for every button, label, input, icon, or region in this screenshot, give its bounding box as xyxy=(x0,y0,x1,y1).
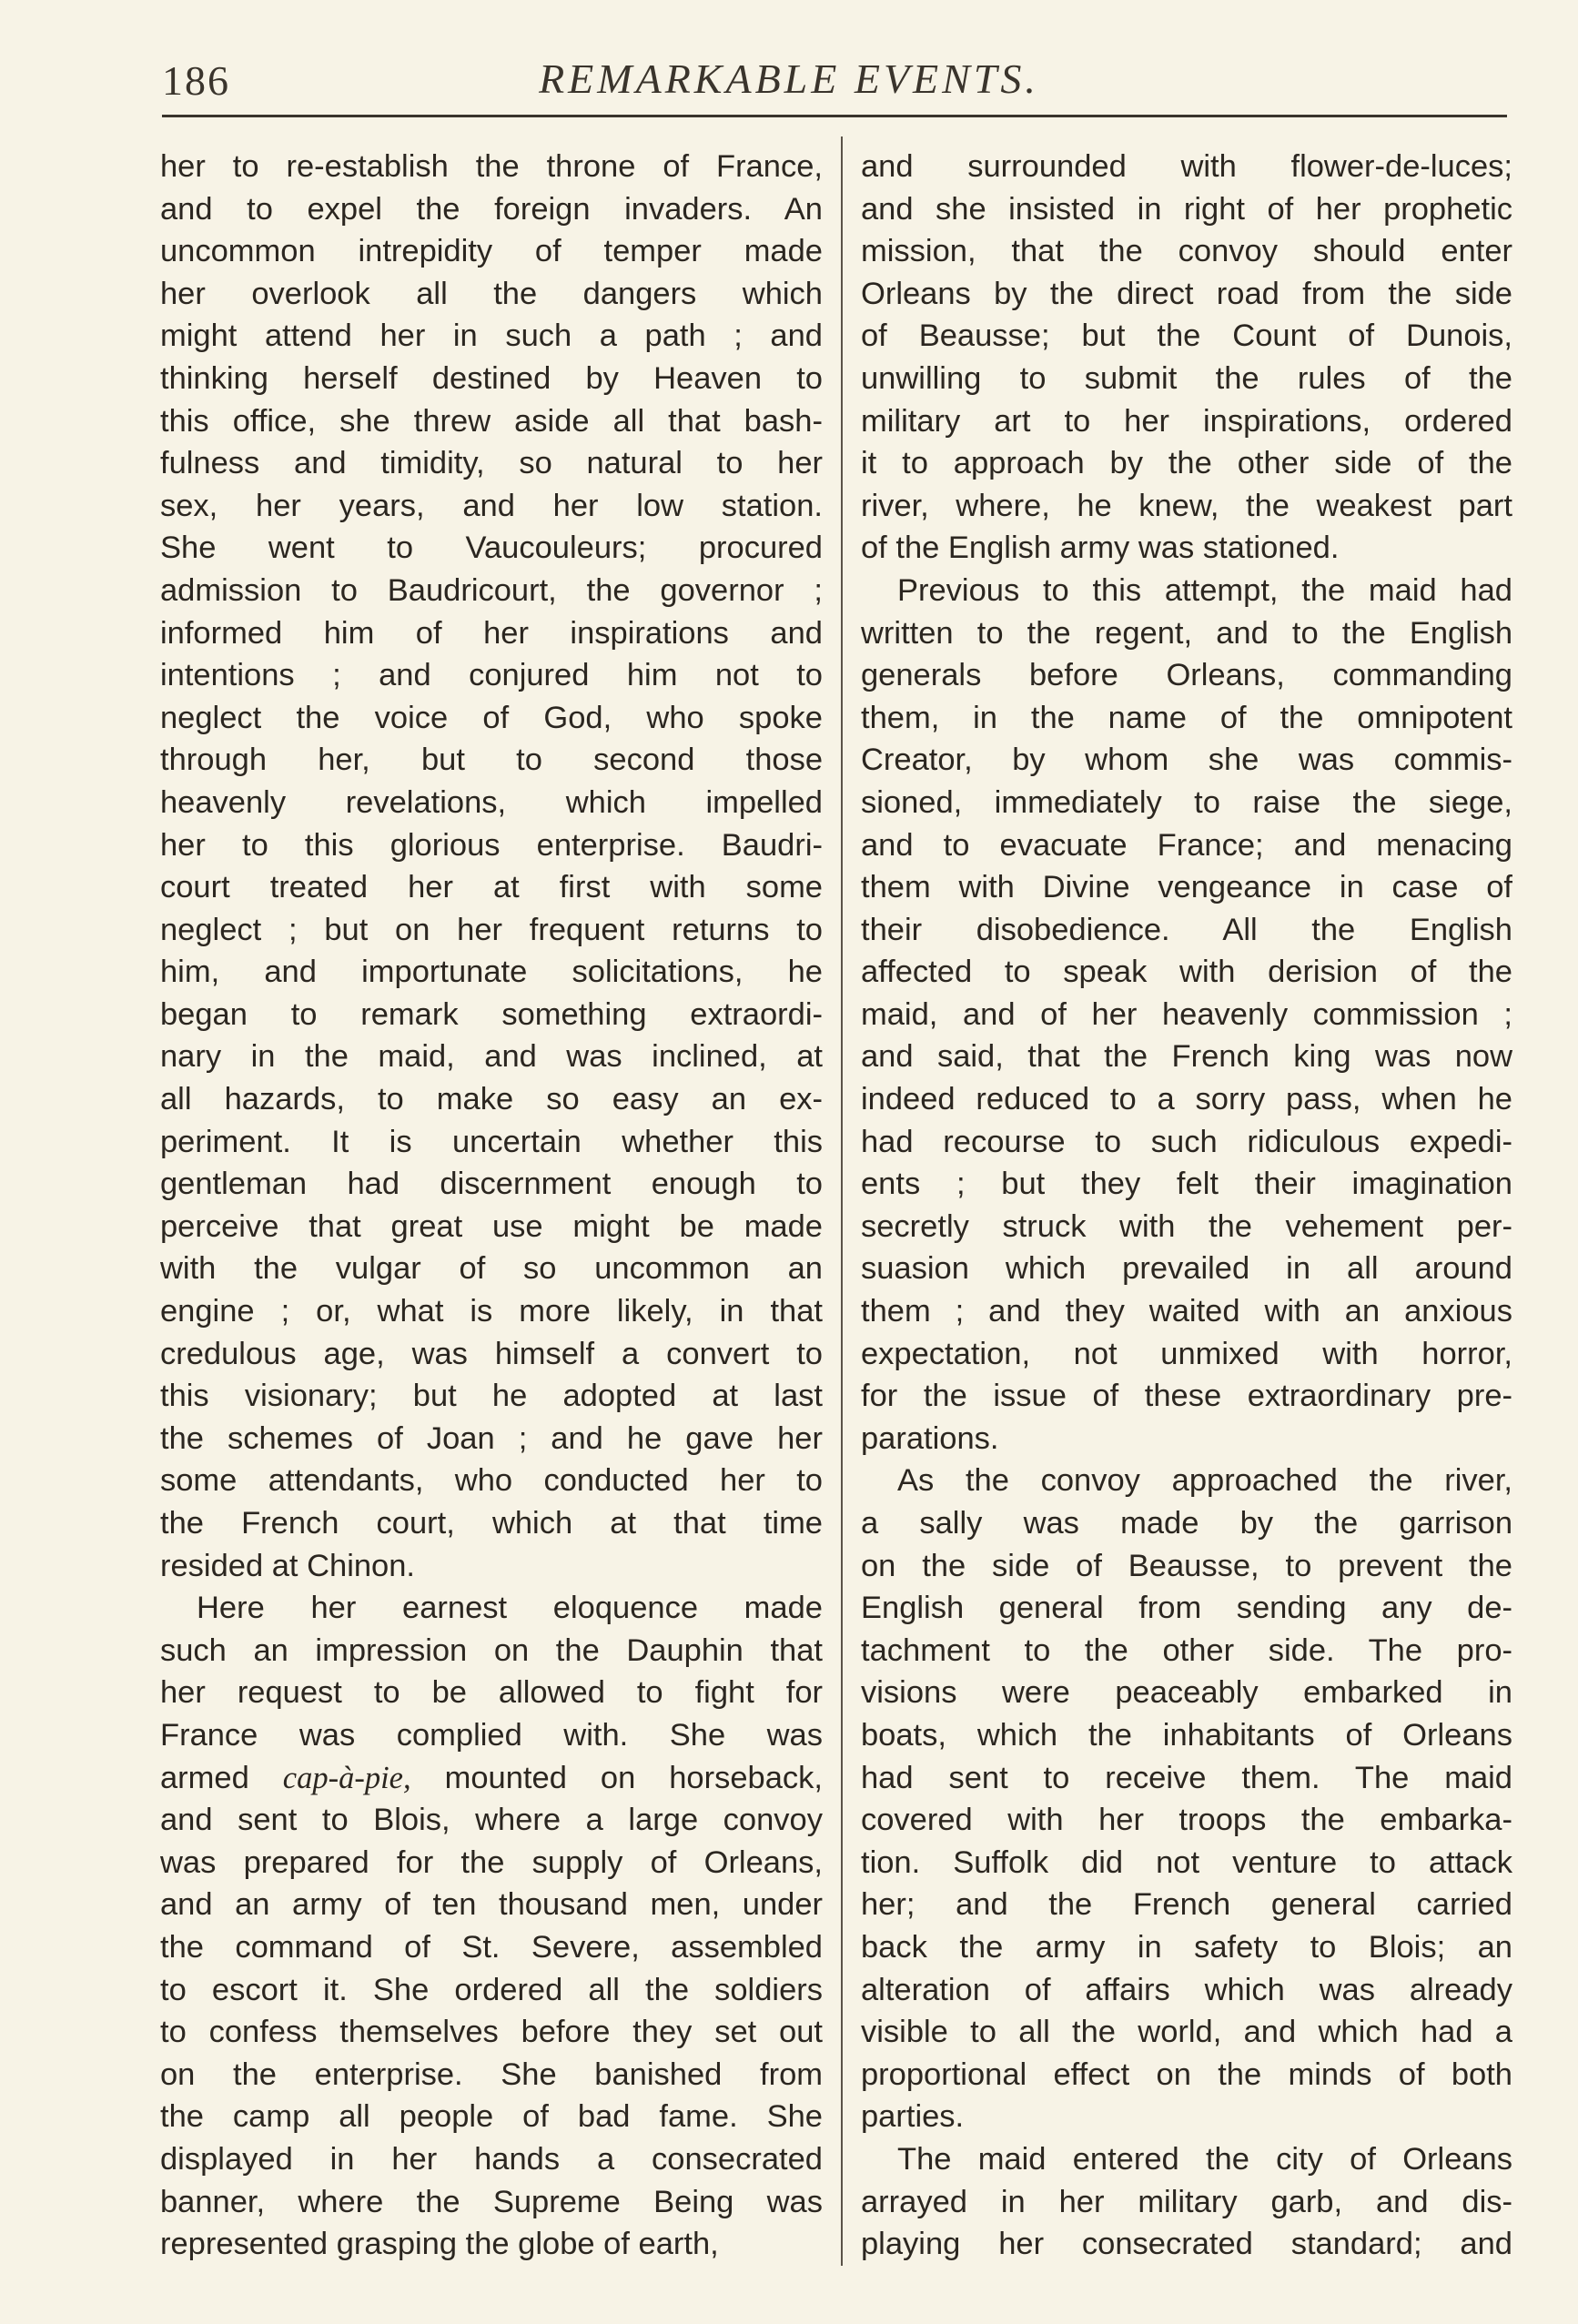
text-line: military art to her inspirations, ordered xyxy=(861,403,1512,439)
text-line: perceive that great use might be made xyxy=(160,1208,823,1244)
text-line: She went to Vaucouleurs; procured xyxy=(160,530,823,566)
text-line: boats, which the inhabitants of Orleans xyxy=(861,1717,1512,1753)
italic-phrase: cap-à-pie, xyxy=(282,1760,411,1795)
text-line: armed cap-à-pie, mounted on horseback, xyxy=(160,1760,823,1795)
text-line: fulness and timidity, so natural to her xyxy=(160,446,823,481)
text-line: indeed reduced to a sorry pass, when he xyxy=(861,1082,1512,1117)
text-line: the French court, which at that time xyxy=(160,1506,823,1541)
running-title: REMARKABLE EVENTS. xyxy=(539,56,1039,102)
text-line: and she insisted in right of her prophetic xyxy=(861,191,1512,227)
text-line: on the side of Beausse, to prevent the xyxy=(861,1548,1512,1583)
text-line: her overlook all the dangers which xyxy=(160,276,823,311)
text-line: her to re-establish the throne of France, xyxy=(160,149,823,184)
text-line: all hazards, to make so easy an ex- xyxy=(160,1082,823,1117)
text-line: ents ; but they felt their imagination xyxy=(861,1167,1512,1202)
right-column xyxy=(861,146,1512,2266)
text-line: displayed in her hands a consecrated xyxy=(160,2141,823,2177)
text-line: through her, but to second those xyxy=(160,743,823,778)
text-line: him, and importunate solicitations, he xyxy=(160,955,823,990)
text-line: resided at Chinon. xyxy=(160,1548,416,1583)
text-line: them with Divine vengeance in case of xyxy=(861,870,1512,905)
text-line: suasion which prevailed in all around xyxy=(861,1251,1512,1287)
text-line: might attend her in such a path ; and xyxy=(160,318,823,354)
text-line: Here her earnest eloquence made xyxy=(197,1591,823,1626)
text-line: informed him of her inspirations and xyxy=(160,615,823,651)
text-line: tachment to the other side. The pro- xyxy=(861,1632,1512,1668)
column-divider xyxy=(841,136,843,2266)
text-line: As the convoy approached the river, xyxy=(897,1463,1512,1499)
text-line: visions were peaceably embarked in xyxy=(861,1675,1512,1711)
text-line: nary in the maid, and was inclined, at xyxy=(160,1039,823,1075)
text-line: English general from sending any de- xyxy=(861,1591,1512,1626)
text-line: began to remark something extraordi- xyxy=(160,996,823,1032)
text-line: to confess themselves before they set out xyxy=(160,2015,823,2050)
text-line: and to expel the foreign invaders. An xyxy=(160,191,823,227)
text-line: visible to all the world, and which had a xyxy=(861,2015,1512,2050)
text-line: some attendants, who conducted her to xyxy=(160,1463,823,1499)
text-line: Creator, by whom she was commis- xyxy=(861,743,1512,778)
text-line: back the army in safety to Blois; an xyxy=(861,1929,1512,1965)
text-line: the schemes of Joan ; and he gave her xyxy=(160,1420,823,1456)
text-line: sex, her years, and her low station. xyxy=(160,488,823,523)
text-line: a sally was made by the garrison xyxy=(861,1506,1512,1541)
text-line: had recourse to such ridiculous expedi- xyxy=(861,1124,1512,1159)
text-line: thinking herself destined by Heaven to xyxy=(160,360,823,396)
text-line: unwilling to submit the rules of the xyxy=(861,360,1512,396)
text-line: her to this glorious enterprise. Baudri- xyxy=(160,827,823,863)
text-line: banner, where the Supreme Being was xyxy=(160,2184,823,2219)
text-line: heavenly revelations, which impelled xyxy=(160,784,823,820)
text-line: arrayed in her military garb, and dis- xyxy=(861,2184,1512,2219)
left-column xyxy=(160,146,823,2266)
text-line: admission to Baudricourt, the governor ; xyxy=(160,572,823,608)
text-line: credulous age, was himself a convert to xyxy=(160,1336,823,1371)
text-line: The maid entered the city of Orleans xyxy=(897,2141,1512,2177)
text-line: playing her consecrated standard; and xyxy=(861,2227,1512,2262)
text-line: affected to speak with derision of the xyxy=(861,955,1512,990)
text-line: on the enterprise. She banished from xyxy=(160,2056,823,2092)
text-line: secretly struck with the vehement per- xyxy=(861,1208,1512,1244)
text-line: this office, she threw aside all that bash- xyxy=(160,403,823,439)
text-line: had sent to receive them. The maid xyxy=(861,1760,1512,1795)
text-line: it to approach by the other side of the xyxy=(861,446,1512,481)
text-line: them, in the name of the omnipotent xyxy=(861,700,1512,735)
text-line: mission, that the convoy should enter xyxy=(861,234,1512,269)
text-line: Previous to this attempt, the maid had xyxy=(897,572,1512,608)
text-line: France was complied with. She was xyxy=(160,1717,823,1753)
text-line: parties. xyxy=(861,2099,965,2135)
text-line: covered with her troops the embarka- xyxy=(861,1803,1512,1838)
text-line: maid, and of her heavenly commission ; xyxy=(861,996,1512,1032)
text-line: river, where, he knew, the weakest part xyxy=(861,488,1512,523)
text-line: generals before Orleans, commanding xyxy=(861,658,1512,693)
text-line: them ; and they waited with an anxious xyxy=(861,1294,1512,1329)
text-line: neglect the voice of God, who spoke xyxy=(160,700,823,735)
text-line: neglect ; but on her frequent returns to xyxy=(160,912,823,947)
text-line: their disobedience. All the English xyxy=(861,912,1512,947)
text-line: engine ; or, what is more likely, in that xyxy=(160,1294,823,1329)
header-rule xyxy=(162,115,1507,117)
text-line: of Beausse; but the Count of Dunois, xyxy=(861,318,1512,354)
text-line: her request to be allowed to fight for xyxy=(160,1675,823,1711)
text-line: and surrounded with flower-de-luces; xyxy=(861,149,1512,184)
text-line: uncommon intrepidity of temper made xyxy=(160,234,823,269)
text-line: the command of St. Severe, assembled xyxy=(160,1929,823,1965)
text-line: of the English army was stationed. xyxy=(861,530,1340,566)
text-line: such an impression on the Dauphin that xyxy=(160,1632,823,1668)
text-line: expectation, not unmixed with horror, xyxy=(861,1336,1512,1371)
text-line: alteration of affairs which was already xyxy=(861,1972,1512,2007)
text-line: periment. It is uncertain whether this xyxy=(160,1124,823,1159)
text-line: Orleans by the direct road from the side xyxy=(861,276,1512,311)
text-line: gentleman had discernment enough to xyxy=(160,1167,823,1202)
text-line: was prepared for the supply of Orleans, xyxy=(160,1844,823,1880)
text-line: intentions ; and conjured him not to xyxy=(160,658,823,693)
page-number: 186 xyxy=(162,57,230,104)
text-line: and to evacuate France; and menacing xyxy=(861,827,1512,863)
text-line: and said, that the French king was now xyxy=(861,1039,1512,1075)
text-line: proportional effect on the minds of both xyxy=(861,2056,1512,2092)
text-line: written to the regent, and to the English xyxy=(861,615,1512,651)
text-line: court treated her at first with some xyxy=(160,870,823,905)
text-line: represented grasping the globe of earth, xyxy=(160,2227,719,2262)
text-line: for the issue of these extraordinary pre- xyxy=(861,1379,1512,1414)
text-line: to escort it. She ordered all the soldiers xyxy=(160,1972,823,2007)
text-line: her; and the French general carried xyxy=(861,1887,1512,1923)
text-line: tion. Suffolk did not venture to attack xyxy=(861,1844,1512,1880)
text-line: with the vulgar of so uncommon an xyxy=(160,1251,823,1287)
text-line: and an army of ten thousand men, under xyxy=(160,1887,823,1923)
text-line: parations. xyxy=(861,1420,999,1456)
text-line: and sent to Blois, where a large convoy xyxy=(160,1803,823,1838)
text-line: the camp all people of bad fame. She xyxy=(160,2099,823,2135)
text-line: this visionary; but he adopted at last xyxy=(160,1379,823,1414)
text-line: sioned, immediately to raise the siege, xyxy=(861,784,1512,820)
